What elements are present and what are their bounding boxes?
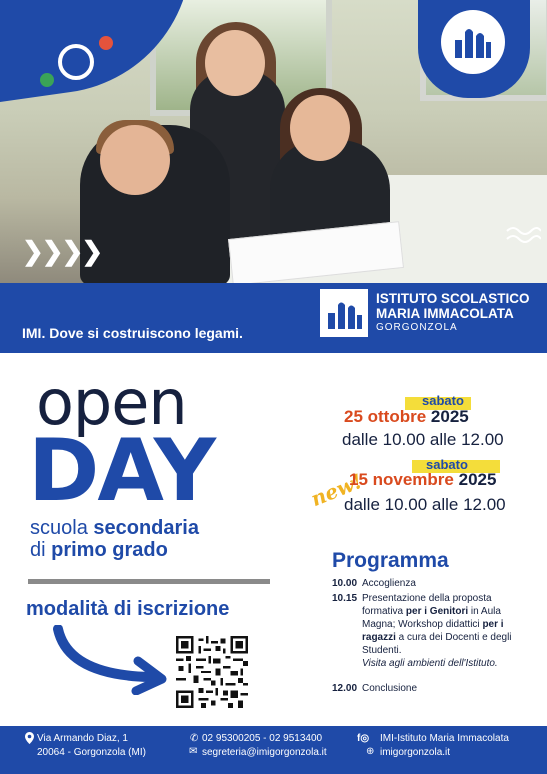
program-time: 12.00	[332, 683, 358, 694]
address-line1: Via Armando Diaz, 1	[37, 733, 128, 744]
registration-qr-code[interactable]	[176, 636, 248, 708]
address-line2: 20064 - Gorgonzola (MI)	[37, 747, 146, 758]
institute-logo	[320, 289, 368, 337]
institute-logo-icon	[320, 289, 368, 337]
day-label: sabato	[426, 457, 468, 472]
institute-name-line2: MARIA IMMACOLATA	[376, 306, 514, 321]
date-red: 25 ottobre	[344, 407, 427, 426]
phone-icon: ✆	[190, 733, 199, 744]
date-red: 15 novembre	[349, 470, 454, 489]
phone-numbers[interactable]: 02 95300205 - 02 9513400	[202, 733, 323, 744]
decorative-dot	[40, 73, 54, 87]
chevrons-decoration: ❯❯❯❯	[22, 236, 102, 266]
website-link[interactable]: imigorgonzola.it	[380, 747, 451, 758]
program-item	[332, 592, 542, 670]
globe-icon: ⊕	[366, 746, 375, 757]
program-text: Visita agli ambienti dell'Istituto.	[362, 658, 498, 669]
social-link[interactable]: IMI-Istituto Maria Immacolata	[380, 733, 509, 744]
date-year: 2025	[458, 470, 497, 489]
program-text: formativa per i Genitori in Aula	[362, 606, 501, 617]
decorative-dot	[58, 44, 94, 80]
institute-name-line1: ISTITUTO SCOLASTICO	[376, 291, 530, 306]
program-time: 10.15	[332, 593, 358, 604]
program-text: Magna; Workshop didattici per i	[362, 619, 504, 630]
subtitle-prefix: scuola	[30, 517, 94, 539]
divider	[28, 579, 270, 584]
program-text: Presentazione della proposta	[362, 593, 492, 604]
program-item	[332, 577, 416, 590]
program-text: Studenti.	[362, 645, 402, 656]
wave-decoration	[505, 225, 541, 245]
new-badge: new!	[307, 468, 366, 512]
program-title: Programma	[332, 549, 449, 572]
email-link[interactable]: segreteria@imigorgonzola.it	[202, 747, 327, 758]
title-day: DAY	[28, 421, 214, 521]
date-2	[349, 470, 496, 490]
registration-label: modalità di iscrizione	[26, 598, 230, 620]
program-text: Accoglienza	[362, 578, 416, 589]
arrow-icon	[50, 625, 170, 695]
program-time: 10.00	[332, 578, 358, 589]
subtitle-prefix: di	[30, 539, 52, 561]
institute-logo-icon	[455, 26, 491, 58]
institute-city: GORGONZOLA	[376, 322, 458, 333]
title-open: open	[36, 366, 187, 439]
program-text: Conclusione	[362, 683, 418, 694]
tagline: IMI. Dove si costruiscono legami.	[22, 325, 243, 341]
subtitle-line1	[30, 517, 199, 540]
facebook-instagram-icon: f◎	[357, 733, 370, 744]
email-icon: ✉	[189, 746, 198, 757]
location-pin-icon	[25, 732, 34, 744]
subtitle-bold: secondaria	[93, 517, 199, 539]
program-text: ragazzi a cura dei Docenti e degli	[362, 632, 512, 643]
institute-name	[376, 291, 530, 321]
decorative-dot	[99, 36, 113, 50]
program-item	[332, 682, 417, 695]
time-2: dalle 10.00 alle 12.00	[344, 495, 506, 514]
time-1: dalle 10.00 alle 12.00	[342, 430, 504, 449]
subtitle-line2	[30, 539, 168, 562]
subtitle-bold: primo grado	[51, 539, 168, 561]
date-1	[344, 407, 469, 427]
day-label: sabato	[422, 393, 464, 408]
date-year: 2025	[430, 407, 469, 426]
